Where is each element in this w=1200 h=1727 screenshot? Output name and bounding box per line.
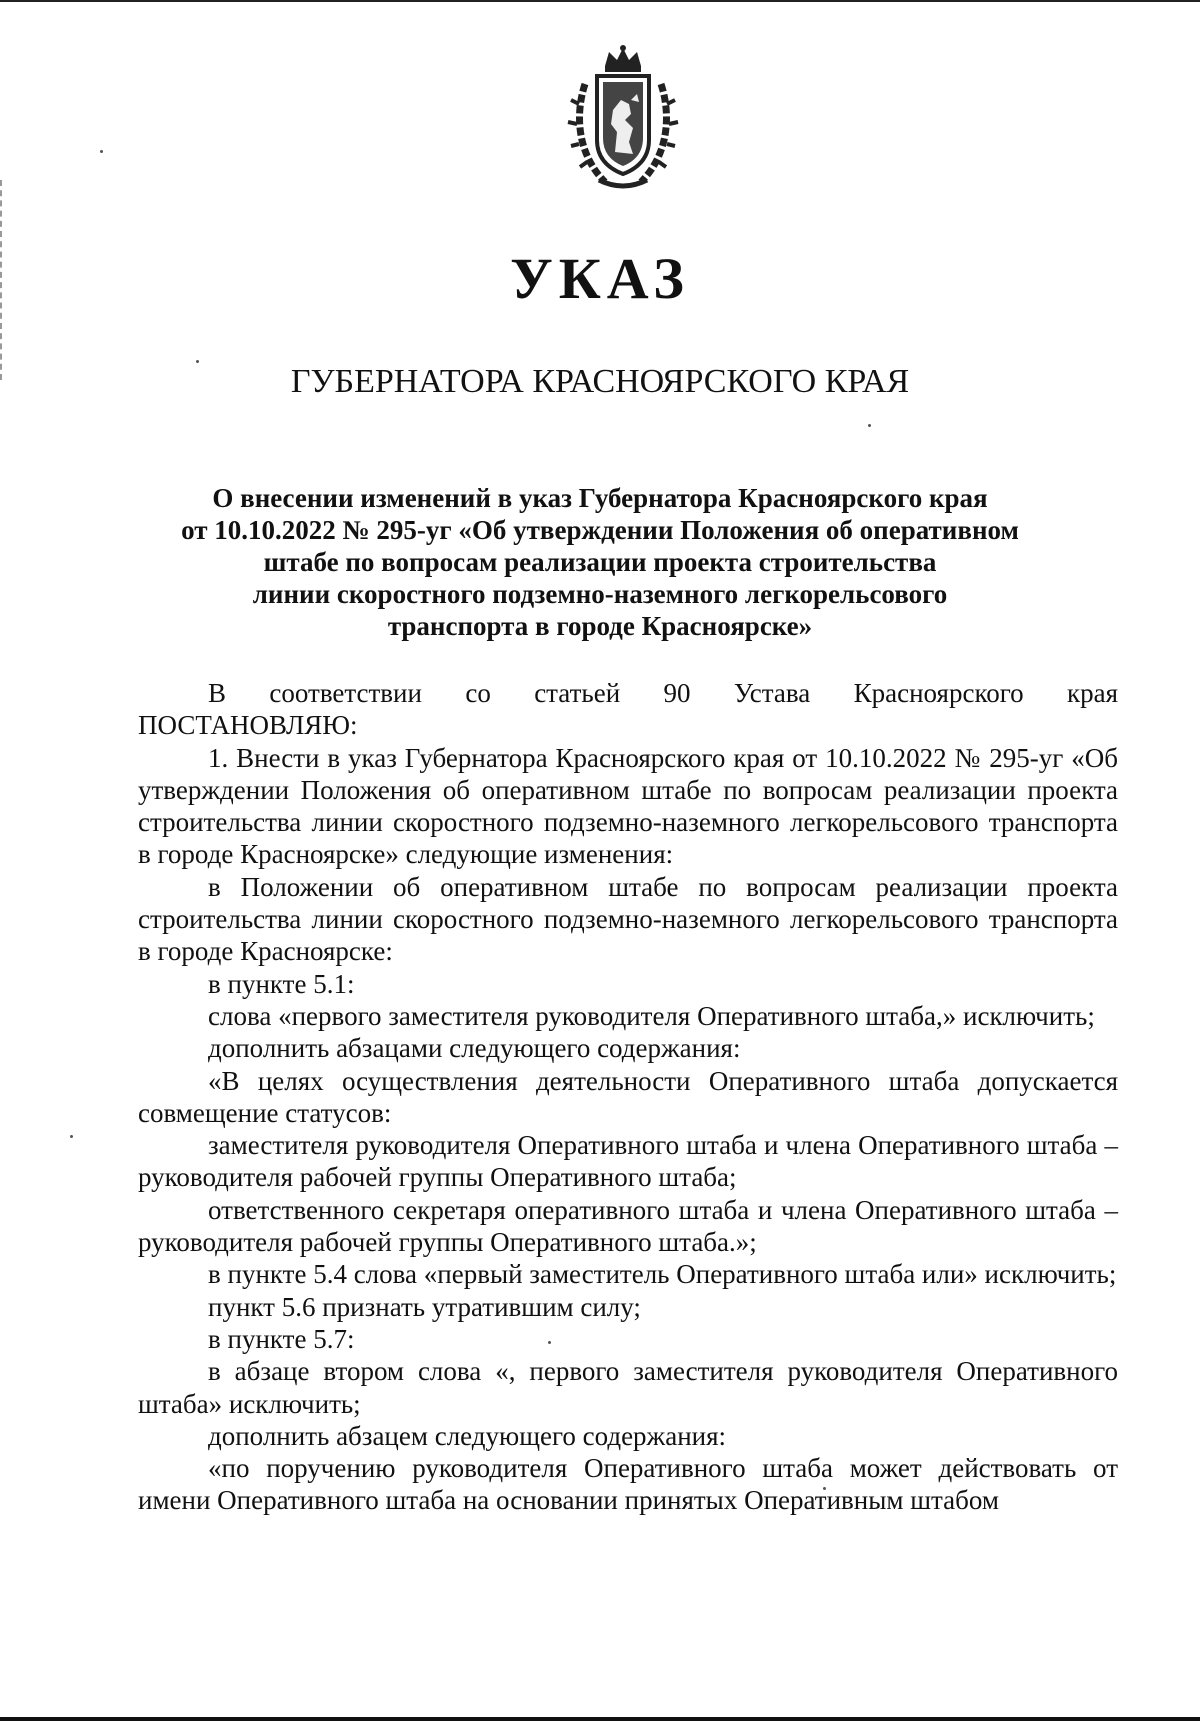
heading-line: О внесении изменений в указ Губернатора Красноярского края <box>212 483 988 513</box>
scan-speck <box>868 424 871 427</box>
body-paragraph: в пункте 5.1: <box>208 968 355 999</box>
body-paragraph: ответственного секретаря оперативного штаба и члена Оперативного штаба – руководителя рабочей группы Оперативного штаба.»; <box>138 1194 1118 1258</box>
heading-line: линии скоростного подземно-наземного легкорельсового <box>252 579 948 609</box>
body-paragraph: пункт 5.6 признать утратившим силу; <box>208 1291 641 1322</box>
body-paragraph: в абзаце втором слова «, первого заместителя руководителя Оперативного штаба» исключить; <box>138 1356 1118 1419</box>
body-paragraph: в Положении об оперативном штабе по вопросам реализации проекта строительства линии скоростного подземно-наземного легкорельсового транспорта в городе Красноярске: <box>138 871 1118 967</box>
heading-line: от 10.10.2022 № 295-уг «Об утверждении Положения об оперативном <box>181 515 1019 545</box>
body-paragraph: в пункте 5.4 слова «первый заместитель Оперативного штаба или» исключить; <box>208 1259 1117 1290</box>
krasnoyarsk-coat-of-arms-icon <box>565 44 681 192</box>
heading-line: штабе по вопросам реализации проекта строительства <box>263 547 937 577</box>
heading-line: транспорта в городе Красноярске» <box>387 611 813 641</box>
scan-speck <box>100 150 103 153</box>
document-title: УКАЗ <box>510 246 690 311</box>
body-paragraph: в пункте 5.7: <box>208 1323 355 1354</box>
body-paragraph: заместителя руководителя Оперативного штаба и члена Оперативного штаба – руководителя рабочей группы Оперативного штаба; <box>138 1130 1118 1193</box>
scan-edge-top <box>0 0 1200 2</box>
body-paragraph: слова «первого заместителя руководителя Оперативного штаба,» исключить; <box>208 1000 1095 1031</box>
body-paragraph: 1. Внести в указ Губернатора Красноярского края от 10.10.2022 № 295-уг «Об утверждении Положения об оперативном штабе по вопросам реализации проекта строительства линии скоростного подземно-наземного легкорельсового транспорта в городе Красноярске» следующие изменения: <box>138 742 1118 870</box>
body-paragraph: дополнить абзацами следующего содержания: <box>208 1033 741 1064</box>
document-body <box>138 677 1118 1517</box>
document-heading <box>150 482 1050 642</box>
body-paragraph: «по поручению руководителя Оперативного штаба может действовать от имени Оперативного штаба на основании принятых Оперативным штабом <box>138 1453 1118 1516</box>
document-issuer: ГУБЕРНАТОРА КРАСНОЯРСКОГО КРАЯ <box>290 363 910 400</box>
scan-speck <box>70 1135 73 1138</box>
body-paragraph: «В целях осуществления деятельности Оперативного штаба допускается совмещение статусов: <box>138 1065 1118 1128</box>
body-paragraph: В соответствии со статьей 90 Устава Красноярского края <box>208 678 1118 708</box>
body-paragraph: ПОСТАНОВЛЯЮ: <box>138 710 358 741</box>
scan-edge-bottom <box>0 1717 1200 1721</box>
body-paragraph: дополнить абзацем следующего содержания: <box>208 1420 727 1451</box>
